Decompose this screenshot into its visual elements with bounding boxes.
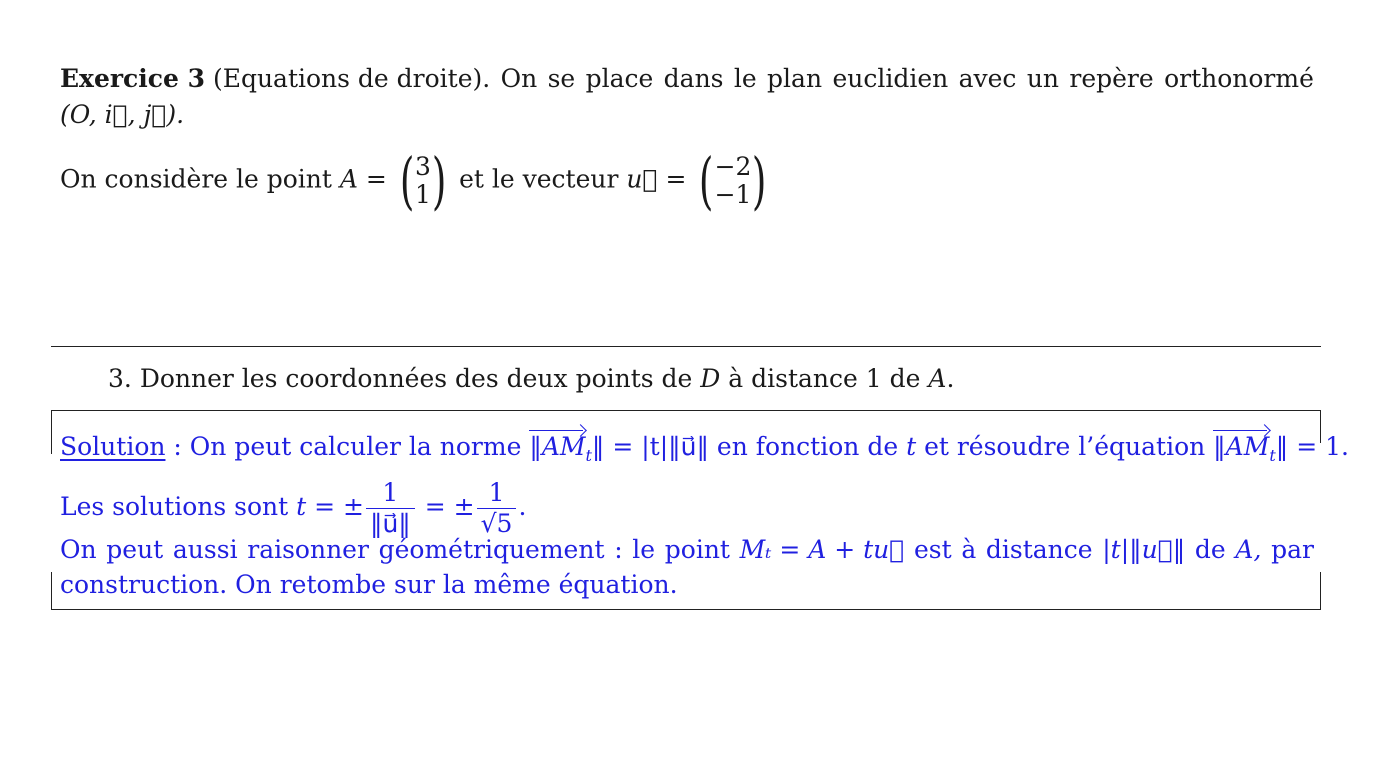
solution-box-border <box>1320 572 1321 609</box>
solution-line-3: On peut aussi raisonner géométriquement : le point Mₜ = A + tu⃗ est à distance |t|‖u⃗‖ de A, par <box>60 535 1314 564</box>
point-vector-definition: On considère le point A = (3 1) et le vecteur u⃗ = (−2 −1) <box>60 144 767 217</box>
solution-box-border <box>51 572 52 609</box>
solution-box-border <box>51 410 52 454</box>
fraction-one-over-norm: $\frac{1}{‖u⃗‖}$ <box>366 478 415 539</box>
solution-line-2: Les solutions sont t = ± $\frac{1}{‖u⃗‖}$ = ± $\frac{1}{√5}$ . <box>60 478 527 538</box>
solution-line-1: Solution : On peut calculer la norme $‖AM_t‖$ = |t|‖u⃗‖ en fonction de t et résoudre l’équation $‖AM_t‖ = 1$. <box>60 432 1349 465</box>
point-a-coordinates: 3 1 <box>415 152 431 209</box>
exercise-intro-line: Exercice 3 (Equations de droite). On se place dans le plan euclidien avec un repère orthonormé <box>60 64 1314 93</box>
horizontal-rule <box>51 346 1321 347</box>
vector-u-coordinates: −2 −1 <box>714 152 752 209</box>
solution-line-4: construction. On retombe sur la même équation. <box>60 570 678 599</box>
exercise-heading: Exercice 3 (Equations de droite). <box>60 64 491 93</box>
question-3: 3. Donner les coordonnées des deux points de D à distance 1 de A. <box>108 364 955 393</box>
frame-notation: (O, i⃗, j⃗). <box>60 100 185 129</box>
fraction-one-over-sqrt5: $\frac{1}{√5}$ <box>477 478 517 539</box>
solution-label: Solution <box>60 432 166 461</box>
